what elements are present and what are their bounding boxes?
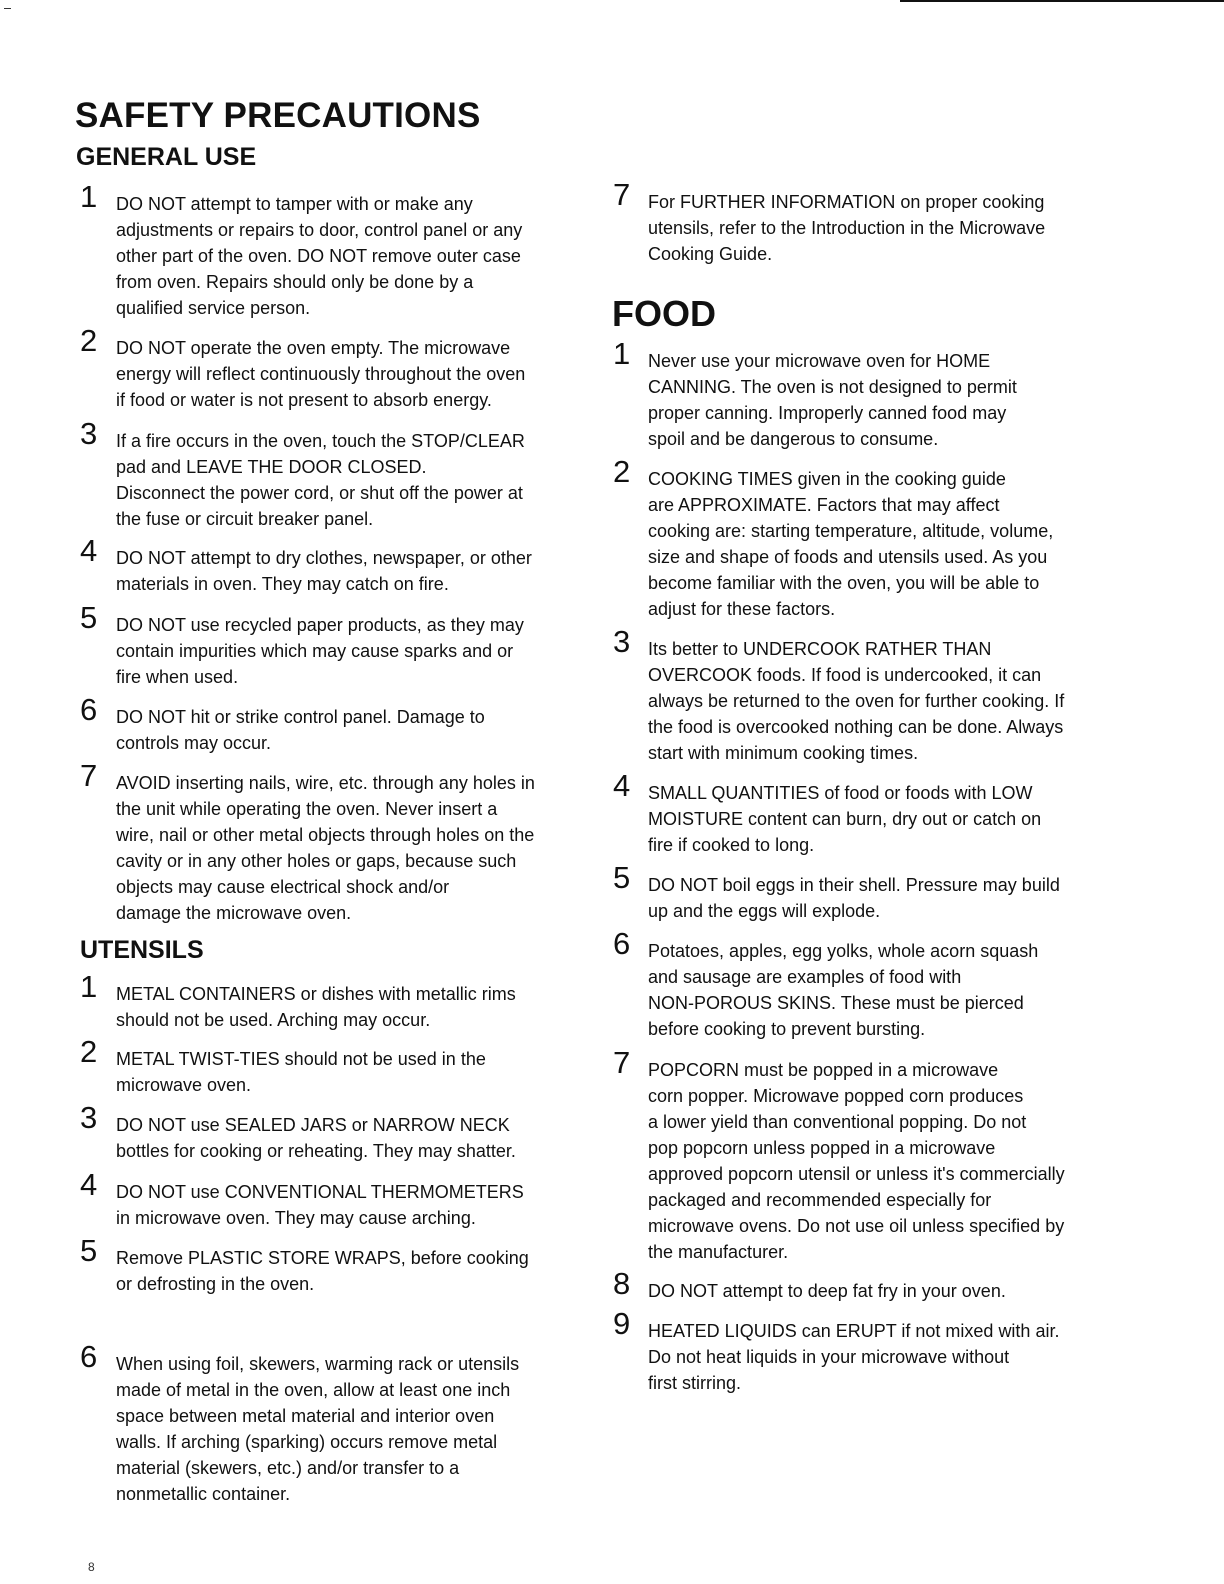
item-line: DO NOT boil eggs in their shell. Pressure may build	[648, 875, 1060, 895]
general-use-item-1	[80, 179, 523, 321]
item-line: a lower yield than conventional popping. Do not	[648, 1112, 1027, 1132]
utensils-item-2	[80, 1034, 486, 1098]
general-use-item-3	[80, 416, 525, 532]
item-number: 2	[80, 1034, 98, 1069]
item-line: materials in oven. They may catch on fire.	[116, 574, 449, 594]
item-line: SMALL QUANTITIES of food or foods with LOW	[648, 783, 1033, 803]
item-number: 9	[613, 1306, 631, 1341]
item-line: bottles for cooking or reheating. They may shatter.	[116, 1141, 516, 1161]
item-line: controls may occur.	[116, 733, 272, 753]
item-line: DO NOT operate the oven empty. The microwave	[116, 338, 511, 358]
item-line: the food is overcooked nothing can be done. Always	[648, 717, 1064, 737]
top-tick	[4, 8, 11, 9]
item-number: 6	[80, 1339, 98, 1374]
item-line: OVERCOOK foods. If food is undercooked, it can	[648, 665, 1042, 685]
item-line: Do not heat liquids in your microwave without	[648, 1347, 1010, 1367]
item-line: always be returned to the oven for further cooking. If	[648, 691, 1065, 711]
item-line: energy will reflect continuously throughout the oven	[116, 364, 526, 384]
item-line: packaged and recommended especially for	[648, 1190, 992, 1210]
item-line: DO NOT use CONVENTIONAL THERMOMETERS	[116, 1182, 524, 1202]
item-line: DO NOT use SEALED JARS or NARROW NECK	[116, 1115, 510, 1135]
item-text	[116, 612, 524, 690]
item-line: in microwave oven. They may cause arching.	[116, 1208, 476, 1228]
item-number: 1	[613, 336, 631, 371]
item-line: DO NOT attempt to dry clothes, newspaper, or other	[116, 548, 532, 568]
food-item-8	[613, 1266, 1006, 1304]
item-line: utensils, refer to the Introduction in the Microwave	[648, 218, 1046, 238]
top-rule	[900, 0, 1224, 2]
item-line: cavity or in any other holes or gaps, because such	[116, 851, 517, 871]
item-line: objects may cause electrical shock and/or	[116, 877, 450, 897]
item-text	[648, 1318, 1059, 1396]
item-number: 1	[80, 969, 98, 1004]
item-line: become familiar with the oven, you will be able to	[648, 573, 1040, 593]
item-text	[116, 1351, 519, 1507]
item-line: HEATED LIQUIDS can ERUPT if not mixed with air.	[648, 1321, 1060, 1341]
item-line: up and the eggs will explode.	[648, 901, 881, 921]
item-line: the manufacturer.	[648, 1242, 789, 1262]
utensils-item-1	[80, 969, 516, 1033]
food-item-2	[613, 454, 1054, 622]
item-line: before cooking to prevent bursting.	[648, 1019, 926, 1039]
item-line: material (skewers, etc.) and/or transfer to a	[116, 1458, 460, 1478]
item-text	[116, 770, 535, 926]
item-text	[648, 1057, 1065, 1265]
item-line: fire when used.	[116, 667, 239, 687]
item-line: other part of the oven. DO NOT remove outer case	[116, 246, 521, 266]
item-line: proper canning. Improperly canned food may	[648, 403, 1007, 423]
item-line: are APPROXIMATE. Factors that may affect	[648, 495, 1000, 515]
item-line: CANNING. The oven is not designed to permit	[648, 377, 1017, 397]
item-number: 3	[80, 1100, 98, 1135]
item-number: 7	[80, 758, 98, 793]
item-number: 5	[613, 860, 631, 895]
item-number: 3	[80, 416, 98, 451]
item-line: and sausage are examples of food with	[648, 967, 962, 987]
food-heading: FOOD	[612, 293, 716, 334]
item-line: pop popcorn unless popped in a microwave	[648, 1138, 996, 1158]
food-item-3	[613, 624, 1065, 766]
item-line: walls. If arching (sparking) occurs remove metal	[116, 1432, 498, 1452]
item-text	[648, 1278, 1006, 1304]
item-line: Its better to UNDERCOOK RATHER THAN	[648, 639, 992, 659]
item-text	[648, 466, 1053, 622]
item-line: contain impurities which may cause sparks and or	[116, 641, 514, 661]
item-number: 1	[80, 179, 98, 214]
item-text	[116, 1046, 486, 1098]
item-line: DO NOT attempt to deep fat fry in your oven.	[648, 1281, 1006, 1301]
item-text	[648, 348, 1017, 452]
item-number: 6	[80, 692, 98, 727]
item-line: POPCORN must be popped in a microwave	[648, 1060, 999, 1080]
item-line: Remove PLASTIC STORE WRAPS, before cooking	[116, 1248, 529, 1268]
food-item-5	[613, 860, 1060, 924]
item-text	[116, 545, 532, 597]
item-line: fire if cooked to long.	[648, 835, 815, 855]
general-use-item-4	[80, 533, 532, 597]
item-line: qualified service person.	[116, 298, 311, 318]
utensils-item-5	[80, 1233, 529, 1297]
item-text	[648, 636, 1064, 766]
item-number: 5	[80, 1233, 98, 1268]
item-text	[648, 780, 1041, 858]
item-line: NON-POROUS SKINS. These must be pierced	[648, 993, 1024, 1013]
general-use-heading: GENERAL USE	[76, 143, 257, 171]
utensils-item-6	[80, 1339, 520, 1507]
general-use-item-2	[80, 323, 526, 413]
item-line: When using foil, skewers, warming rack or utensils	[116, 1354, 520, 1374]
item-line: damage the microwave oven.	[116, 903, 352, 923]
item-line: METAL TWIST-TIES should not be used in the	[116, 1049, 486, 1069]
item-line: Cooking Guide.	[648, 244, 773, 264]
general-use-item-7	[80, 758, 535, 926]
item-number: 4	[80, 533, 98, 568]
item-text	[116, 191, 522, 321]
general-use-item-6	[80, 692, 485, 756]
item-text	[116, 335, 525, 413]
item-line: approved popcorn utensil or unless it's commercially	[648, 1164, 1065, 1184]
item-line: DO NOT hit or strike control panel. Damage to	[116, 707, 485, 727]
page-number: 8	[88, 1560, 95, 1574]
item-line: spoil and be dangerous to consume.	[648, 429, 939, 449]
item-text	[648, 189, 1045, 267]
item-line: space between metal material and interior oven	[116, 1406, 495, 1426]
food-item-7	[613, 1045, 1065, 1265]
item-line: microwave oven.	[116, 1075, 252, 1095]
utensils-item-3	[80, 1100, 516, 1164]
item-line: size and shape of foods and utensils used. As you	[648, 547, 1048, 567]
item-line: DO NOT use recycled paper products, as they may	[116, 615, 524, 635]
item-line: MOISTURE content can burn, dry out or catch on	[648, 809, 1042, 829]
item-line: first stirring.	[648, 1373, 742, 1393]
item-number: 7	[613, 1045, 631, 1080]
item-text	[116, 1179, 524, 1231]
item-number: 3	[613, 624, 631, 659]
item-line: Potatoes, apples, egg yolks, whole acorn squash	[648, 941, 1039, 961]
item-line: should not be used. Arching may occur.	[116, 1010, 431, 1030]
item-line: microwave ovens. Do not use oil unless specified by	[648, 1216, 1065, 1236]
utensils-item-4	[80, 1167, 524, 1231]
item-number: 5	[80, 600, 98, 635]
item-text	[116, 1245, 529, 1297]
food-item-9	[613, 1306, 1060, 1396]
item-text	[648, 872, 1060, 924]
item-line: If a fire occurs in the oven, touch the STOP/CLEAR	[116, 431, 525, 451]
item-number: 7	[613, 177, 631, 212]
item-number: 8	[613, 1266, 631, 1301]
item-line: start with minimum cooking times.	[648, 743, 919, 763]
item-line: nonmetallic container.	[116, 1484, 291, 1504]
item-line: pad and LEAVE THE DOOR CLOSED.	[116, 457, 427, 477]
item-line: corn popper. Microwave popped corn produces	[648, 1086, 1024, 1106]
utensils-heading: UTENSILS	[80, 936, 204, 964]
item-text	[648, 938, 1038, 1042]
item-line: adjust for these factors.	[648, 599, 836, 619]
item-line: from oven. Repairs should only be done by a	[116, 272, 474, 292]
item-number: 6	[613, 926, 631, 961]
utensils-item-7	[613, 177, 1046, 267]
item-line: adjustments or repairs to door, control panel or any	[116, 220, 523, 240]
food-item-6	[613, 926, 1039, 1042]
general-use-item-5	[80, 600, 524, 690]
item-line: the fuse or circuit breaker panel.	[116, 509, 374, 529]
item-line: if food or water is not present to absorb energy.	[116, 390, 492, 410]
item-text	[116, 428, 525, 532]
item-line: Never use your microwave oven for HOME	[648, 351, 991, 371]
food-item-1	[613, 336, 1017, 452]
page-title: SAFETY PRECAUTIONS	[75, 96, 481, 135]
item-text	[116, 704, 485, 756]
item-number: 4	[613, 768, 631, 803]
item-line: cooking are: starting temperature, altitude, volume,	[648, 521, 1054, 541]
food-item-4	[613, 768, 1042, 858]
item-line: made of metal in the oven, allow at least one inch	[116, 1380, 511, 1400]
item-number: 4	[80, 1167, 98, 1202]
item-number: 2	[80, 323, 98, 358]
item-line: wire, nail or other metal objects through holes on the	[116, 825, 535, 845]
item-line: the unit while operating the oven. Never insert a	[116, 799, 498, 819]
item-line: AVOID inserting nails, wire, etc. through any holes in	[116, 773, 535, 793]
item-line: Disconnect the power cord, or shut off the power at	[116, 483, 523, 503]
item-number: 2	[613, 454, 631, 489]
item-line: or defrosting in the oven.	[116, 1274, 315, 1294]
item-text	[116, 981, 516, 1033]
item-line: METAL CONTAINERS or dishes with metallic rims	[116, 984, 516, 1004]
item-line: For FURTHER INFORMATION on proper cooking	[648, 192, 1045, 212]
item-text	[116, 1112, 516, 1164]
item-line: DO NOT attempt to tamper with or make any	[116, 194, 473, 214]
item-line: COOKING TIMES given in the cooking guide	[648, 469, 1006, 489]
